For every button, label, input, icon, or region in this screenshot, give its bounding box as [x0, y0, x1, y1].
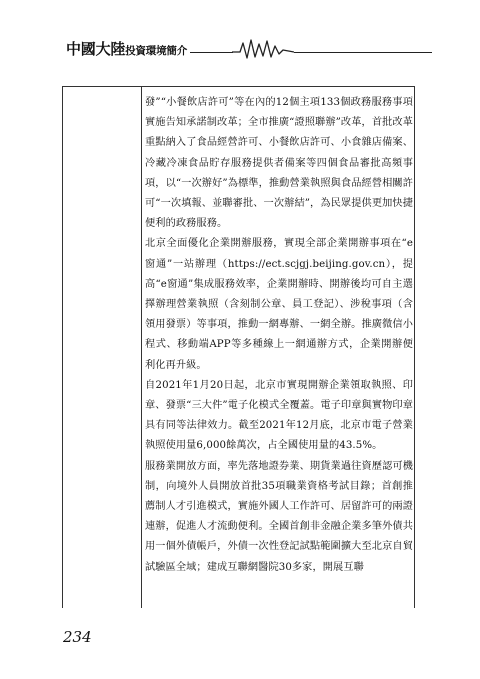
page-header	[0, 34, 480, 60]
header-rule-left	[190, 52, 233, 53]
table-content-cell	[145, 93, 413, 578]
heartbeat-wave-icon	[232, 38, 294, 60]
paragraph-service-opening: 服務業開放方面，率先落地證券業、期貨業過往資歷認可機制，向境外人員開放首批35項職業資格考試目錄；首創推薦制人才引進模式，實施外國人工作許可、居留許可的兩證連辦，促進人才流動便利。全國首創非金融企業多筆外債共用一個外債帳戶，外債一次性登記試點範圍擴大至北京自貿試驗區全域；建成互聯網醫院30多家，開展互聯	[145, 460, 413, 573]
paragraph-license-reform: 發”“小餐飲店許可”等在內的12個主項133個政務服務事項實施告知承諾制改革；全市推廣“證照聯辦”改革，首批改革重點納入了食品經營許可、小餐飲店許可、小食雜店備案、冷藏冷凍食品貯存服務提供者備案等四個食品審批高頻事項，以“一次辦好”為標準，推動營業執照與食品經營相關許可“一次填報、並聯審批、一次辦結”，為民眾提供更加快捷便利的政務服務。	[145, 97, 413, 230]
header-title-main: 中國大陸	[66, 40, 126, 58]
header-rule-right	[294, 52, 432, 53]
header-title-sub: 投資環境簡介	[125, 45, 188, 57]
header-title	[66, 38, 187, 59]
paragraph-enterprise-setup: 北京全面優化企業開辦服務，實現全部企業開辦事項在“e窗通”一站辦理（https://ect.scjgj.beijing.gov.cn），提高“e窗通”集成服務效率，企業開辦時、開辦後均可自主選擇辦理營業執照（含刻制公章、員工登記）、涉稅事項（含領用發票）等事項，推動一網專辦、一網全辦。推廣微信小程式、移動端APP等多種線上一網通辦方式，企業開辦便利化再升級。	[145, 238, 413, 371]
paragraph-electronic-license: 自2021年1月20日起，北京市實現開辦企業領取執照、印章、發票“三大件”電子化模式全覆蓋。電子印章與實物印章具有同等法律效力。截至2021年12月底，北京市電子營業執照使用量6,000餘萬次，占全國使用量的43.5%。	[145, 379, 413, 452]
page-number: 234	[63, 628, 92, 646]
table-column-divider	[141, 86, 142, 608]
